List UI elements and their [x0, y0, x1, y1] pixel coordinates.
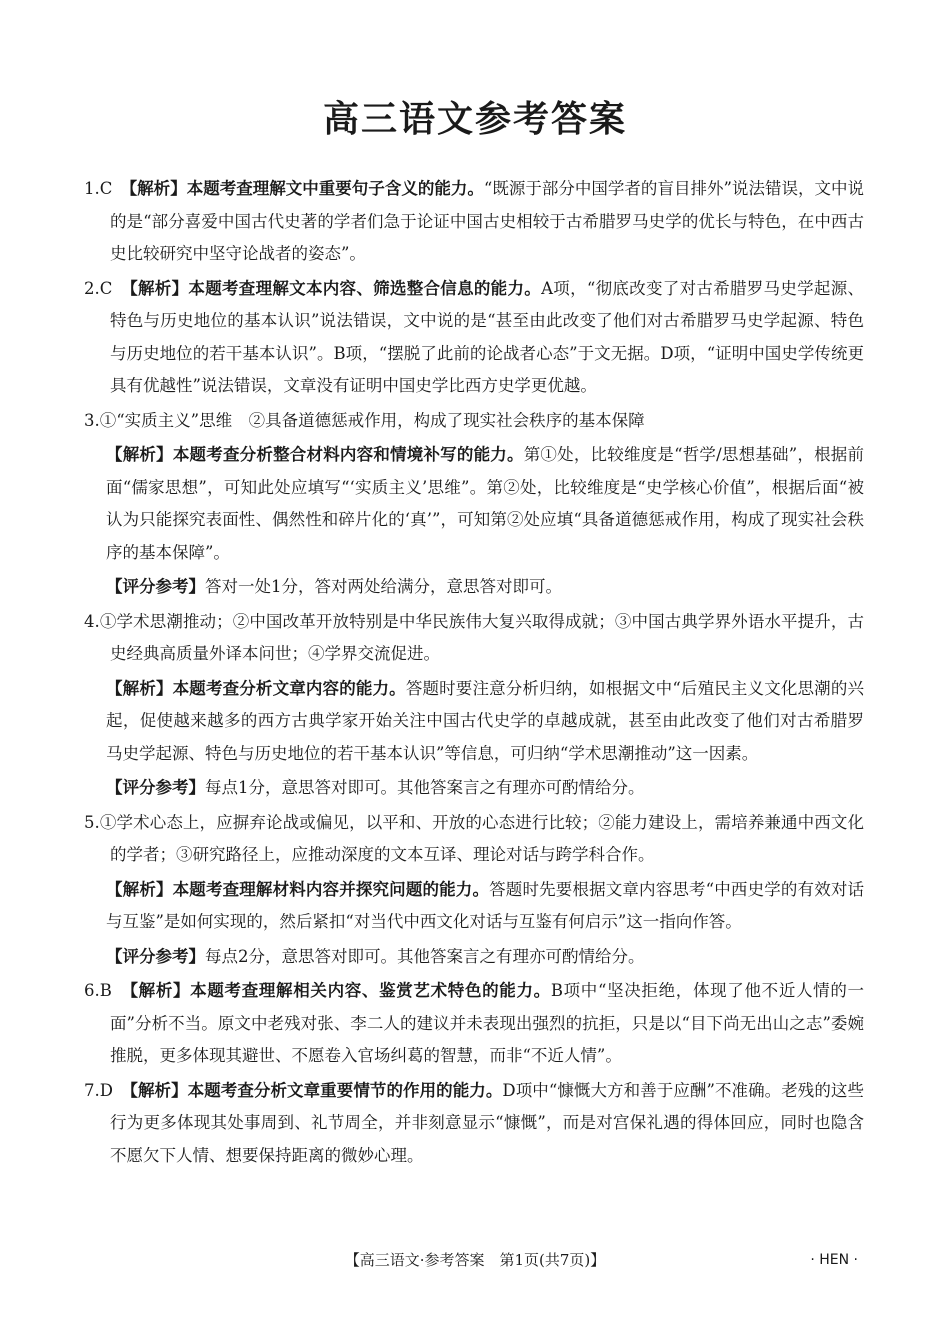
question-1-analysis-tag: 【解析】本题考查理解文中重要句子含义的能力。: [128, 179, 484, 198]
footer-page-info: 【高三语文·参考答案 第1页(共7页)】: [344, 1251, 606, 1269]
question-6-number: 6.B: [84, 981, 112, 1000]
question-7: [84, 1075, 864, 1173]
question-4-analysis-block: [84, 673, 864, 771]
question-5-analysis: 答题时先要根据文章内容思考“中西史学的有效对话与互鉴”是如何实现的，然后紧扣“对当代中西文化对话与互鉴有何启示”这一指向作答。: [106, 879, 865, 931]
question-6-analysis-tag: 【解析】本题考查理解相关内容、鉴赏艺术特色的能力。: [129, 981, 551, 1000]
question-1-number: 1.C: [84, 179, 113, 198]
page-footer: [0, 1247, 950, 1273]
question-7-number: 7.D: [84, 1080, 113, 1100]
question-5-answer: ①学术心态上，应摒弃论战或偏见，以平和、开放的心态进行比较；②能力建设上，需培养兼通中西文化的学者；③研究路径上，应推动深度的文本互译、理论对话与跨学科合作。: [99, 812, 864, 864]
question-4-score-block: [84, 772, 864, 805]
question-3-analysis: 第①处，比较维度是“哲学/思想基础”，根据前面“儒家思想”，可知此处应填写“‘实质主义’思维”。第②处，比较维度是“史学核心价值”，根据后面“被认为只能探究表面性、偶然性和碎片化的‘真’”，可知第②处应填“具备道德惩戒作用，构成了现实社会秩序的基本保障”。: [106, 445, 864, 562]
question-2-number: 2.C: [84, 278, 113, 298]
question-5-analysis-block: [84, 874, 864, 939]
question-5-score: 每点2分，意思答对即可。其他答案言之有理亦可酌情给分。: [205, 946, 645, 966]
question-5-score-block: [84, 941, 864, 974]
question-5-score-tag: 【评分参考】: [106, 946, 205, 966]
question-4-answer: ①学术思潮推动；②中国改革开放特别是中华民族伟大复兴取得成就；③中国古典学界外语水平提升，古史经典高质量外译本问世；④学界交流促进。: [99, 611, 864, 663]
footer-code: · HEN ·: [810, 1252, 858, 1268]
question-3: [84, 405, 864, 438]
answer-content: [84, 173, 864, 1174]
question-4-score: 每点1分，意思答对即可。其他答案言之有理亦可酌情给分。: [205, 778, 645, 797]
question-3-answer: ①“实质主义”思维 ②具备道德惩戒作用，构成了现实社会秩序的基本保障: [99, 410, 645, 430]
question-2: [84, 273, 864, 403]
page-title: 高三语文参考答案: [322, 99, 627, 140]
question-5-number: 5.: [84, 812, 100, 832]
question-4-number: 4.: [84, 611, 100, 631]
question-4: [84, 606, 864, 671]
question-3-analysis-tag: 【解析】本题考查分析整合材料内容和情境补写的能力。: [106, 445, 524, 464]
question-4-analysis-tag: 【解析】本题考查分析文章内容的能力。: [106, 678, 406, 698]
question-4-score-tag: 【评分参考】: [106, 778, 205, 797]
question-3-score-block: [84, 571, 864, 604]
question-3-analysis-block: [84, 439, 864, 569]
question-3-score: 答对一处1分，答对两处给满分，意思答对即可。: [205, 577, 562, 596]
question-4-analysis: 答题时要注意分析归纳，如根据文中“后殖民主义文化思潮的兴起，促使越来越多的西方古典学家开始关注中国古代史学的卓越成就，甚至由此改变了他们对古希腊罗马史学起源、特色与历史地位的若干基本认识”等信息，可归纳“学术思潮推动”这一因素。: [106, 678, 865, 763]
question-5-analysis-tag: 【解析】本题考查理解材料内容并探究问题的能力。: [106, 879, 490, 899]
question-1: [84, 173, 864, 271]
question-2-analysis-tag: 【解析】本题考查理解文本内容、筛选整合信息的能力。: [129, 278, 542, 298]
question-5: [84, 807, 864, 872]
question-7-analysis-tag: 【解析】本题考查分析文章重要情节的作用的能力。: [129, 1080, 503, 1100]
question-3-score-tag: 【评分参考】: [106, 577, 205, 596]
question-7-analysis: D项中“慷慨大方和善于应酬”不准确。老残的这些行为更多体现其处事周到、礼节周全，并非刻意显示“慷慨”，而是对宫保礼遇的得体回应，同时也隐含不愿欠下人情、想要保持距离的微妙心理。: [110, 1080, 864, 1165]
question-1-analysis: “既源于部分中国学者的盲目排外”说法错误，文中说的是“部分喜爱中国古代史著的学者们急于论证中国古史相较于古希腊罗马史学的优长与特色，在中西古史比较研究中坚守论战者的姿态”。: [110, 179, 865, 263]
question-2-analysis: A项，“彻底改变了对古希腊罗马史学起源、特色与历史地位的基本认识”说法错误，文中说的是“甚至由此改变了他们对古希腊罗马史学起源、特色与历史地位的若干基本认识”。B项，“摆脱了此前的论战者心态”于文无据。D项，“证明中国史学传统更具有优越性”说法错误，文章没有证明中国史学比西方史学更优越。: [110, 278, 865, 395]
question-6: [84, 975, 864, 1073]
question-3-number: 3.: [84, 410, 100, 430]
question-6-analysis: B项中“坚决拒绝，体现了他不近人情的一面”分析不当。原文中老残对张、李二人的建议并未表现出强烈的抗拒，只是以“目下尚无出山之志”委婉推脱，更多体现其避世、不愿卷入官场纠葛的智慧，而非“不近人情”。: [110, 981, 865, 1065]
